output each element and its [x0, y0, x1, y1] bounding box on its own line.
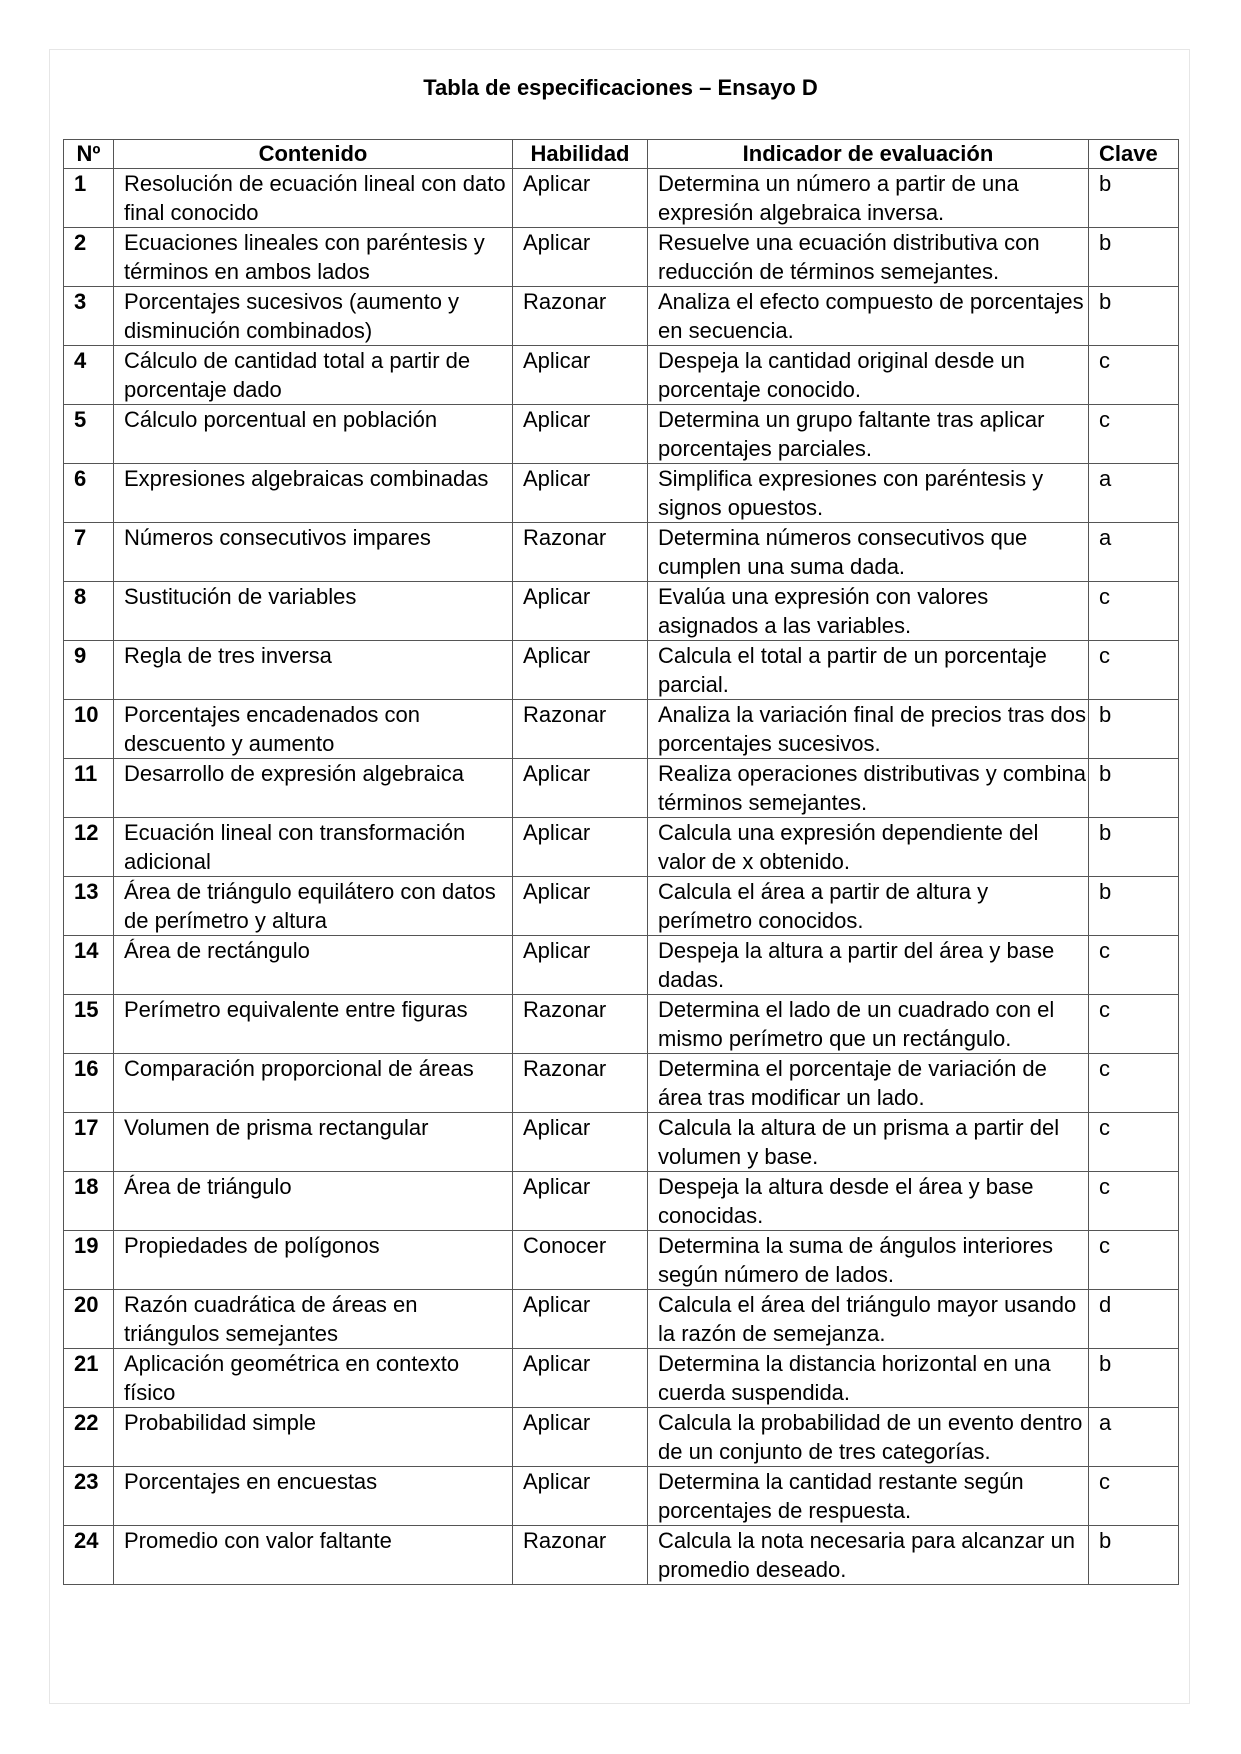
table-row [64, 1467, 1179, 1526]
cell-habilidad: Aplicar [513, 405, 648, 464]
table-row [64, 759, 1179, 818]
cell-indicador: Calcula una expresión dependiente del valor de x obtenido. [648, 818, 1089, 877]
cell-indicador: Realiza operaciones distributivas y combina términos semejantes. [648, 759, 1089, 818]
cell-habilidad: Aplicar [513, 877, 648, 936]
cell-indicador: Determina el lado de un cuadrado con el mismo perímetro que un rectángulo. [648, 995, 1089, 1054]
cell-indicador: Calcula la probabilidad de un evento dentro de un conjunto de tres categorías. [648, 1408, 1089, 1467]
cell-indicador: Determina la distancia horizontal en una cuerda suspendida. [648, 1349, 1089, 1408]
cell-habilidad: Aplicar [513, 759, 648, 818]
table-row [64, 228, 1179, 287]
table-row [64, 346, 1179, 405]
cell-habilidad: Aplicar [513, 641, 648, 700]
cell-num: 13 [64, 877, 114, 936]
cell-num: 4 [64, 346, 114, 405]
table-row [64, 1408, 1179, 1467]
cell-habilidad: Razonar [513, 1526, 648, 1585]
cell-habilidad: Aplicar [513, 346, 648, 405]
cell-habilidad: Razonar [513, 700, 648, 759]
cell-indicador: Determina la cantidad restante según porcentajes de respuesta. [648, 1467, 1089, 1526]
cell-contenido: Área de triángulo [114, 1172, 513, 1231]
cell-num: 5 [64, 405, 114, 464]
cell-contenido: Regla de tres inversa [114, 641, 513, 700]
cell-clave: c [1089, 1054, 1179, 1113]
table-row [64, 1526, 1179, 1585]
cell-habilidad: Aplicar [513, 1349, 648, 1408]
cell-indicador: Determina la suma de ángulos interiores según número de lados. [648, 1231, 1089, 1290]
cell-indicador: Determina un número a partir de una expresión algebraica inversa. [648, 169, 1089, 228]
cell-clave: b [1089, 287, 1179, 346]
table-row [64, 287, 1179, 346]
cell-indicador: Determina un grupo faltante tras aplicar porcentajes parciales. [648, 405, 1089, 464]
table-row [64, 700, 1179, 759]
cell-habilidad: Razonar [513, 287, 648, 346]
table-row [64, 936, 1179, 995]
cell-clave: b [1089, 700, 1179, 759]
cell-clave: b [1089, 877, 1179, 936]
cell-indicador: Evalúa una expresión con valores asignados a las variables. [648, 582, 1089, 641]
cell-num: 20 [64, 1290, 114, 1349]
cell-contenido: Cálculo de cantidad total a partir de porcentaje dado [114, 346, 513, 405]
cell-clave: c [1089, 405, 1179, 464]
table-row [64, 1290, 1179, 1349]
cell-clave: b [1089, 818, 1179, 877]
cell-clave: b [1089, 1349, 1179, 1408]
table-row [64, 464, 1179, 523]
cell-contenido: Resolución de ecuación lineal con dato final conocido [114, 169, 513, 228]
table-row [64, 1054, 1179, 1113]
cell-num: 15 [64, 995, 114, 1054]
table-row [64, 1231, 1179, 1290]
table-row [64, 877, 1179, 936]
cell-habilidad: Aplicar [513, 1113, 648, 1172]
cell-habilidad: Razonar [513, 523, 648, 582]
cell-num: 16 [64, 1054, 114, 1113]
cell-habilidad: Aplicar [513, 818, 648, 877]
cell-clave: c [1089, 346, 1179, 405]
cell-num: 1 [64, 169, 114, 228]
table-row [64, 1172, 1179, 1231]
cell-habilidad: Aplicar [513, 1408, 648, 1467]
cell-clave: c [1089, 582, 1179, 641]
cell-num: 19 [64, 1231, 114, 1290]
cell-indicador: Analiza la variación final de precios tras dos porcentajes sucesivos. [648, 700, 1089, 759]
cell-num: 12 [64, 818, 114, 877]
cell-habilidad: Razonar [513, 995, 648, 1054]
cell-num: 3 [64, 287, 114, 346]
cell-num: 10 [64, 700, 114, 759]
cell-indicador: Calcula el área a partir de altura y perímetro conocidos. [648, 877, 1089, 936]
cell-num: 7 [64, 523, 114, 582]
cell-indicador: Calcula el total a partir de un porcentaje parcial. [648, 641, 1089, 700]
cell-contenido: Ecuación lineal con transformación adicional [114, 818, 513, 877]
cell-indicador: Resuelve una ecuación distributiva con reducción de términos semejantes. [648, 228, 1089, 287]
table-row [64, 523, 1179, 582]
cell-indicador: Determina el porcentaje de variación de área tras modificar un lado. [648, 1054, 1089, 1113]
cell-clave: c [1089, 1172, 1179, 1231]
cell-clave: c [1089, 995, 1179, 1054]
table-row [64, 405, 1179, 464]
cell-clave: b [1089, 759, 1179, 818]
cell-clave: a [1089, 523, 1179, 582]
cell-indicador: Calcula la nota necesaria para alcanzar un promedio deseado. [648, 1526, 1089, 1585]
cell-num: 14 [64, 936, 114, 995]
cell-contenido: Porcentajes en encuestas [114, 1467, 513, 1526]
specifications-table [63, 139, 1179, 1585]
cell-indicador: Determina números consecutivos que cumplen una suma dada. [648, 523, 1089, 582]
cell-habilidad: Razonar [513, 1054, 648, 1113]
cell-clave: c [1089, 1467, 1179, 1526]
table-row [64, 1349, 1179, 1408]
cell-indicador: Despeja la altura desde el área y base conocidas. [648, 1172, 1089, 1231]
cell-num: 6 [64, 464, 114, 523]
cell-contenido: Área de triángulo equilátero con datos de perímetro y altura [114, 877, 513, 936]
cell-contenido: Probabilidad simple [114, 1408, 513, 1467]
cell-contenido: Perímetro equivalente entre figuras [114, 995, 513, 1054]
cell-num: 21 [64, 1349, 114, 1408]
header-habilidad: Habilidad [513, 140, 648, 169]
cell-clave: b [1089, 169, 1179, 228]
cell-contenido: Porcentajes sucesivos (aumento y disminución combinados) [114, 287, 513, 346]
cell-contenido: Desarrollo de expresión algebraica [114, 759, 513, 818]
cell-clave: b [1089, 228, 1179, 287]
cell-indicador: Analiza el efecto compuesto de porcentajes en secuencia. [648, 287, 1089, 346]
cell-contenido: Propiedades de polígonos [114, 1231, 513, 1290]
cell-num: 24 [64, 1526, 114, 1585]
cell-contenido: Ecuaciones lineales con paréntesis y términos en ambos lados [114, 228, 513, 287]
table-row [64, 1113, 1179, 1172]
cell-indicador: Despeja la cantidad original desde un porcentaje conocido. [648, 346, 1089, 405]
table-row [64, 582, 1179, 641]
page-title: Tabla de especificaciones – Ensayo D [423, 75, 818, 100]
table-row [64, 995, 1179, 1054]
cell-num: 9 [64, 641, 114, 700]
cell-clave: a [1089, 1408, 1179, 1467]
cell-habilidad: Aplicar [513, 464, 648, 523]
table-row [64, 818, 1179, 877]
cell-indicador: Simplifica expresiones con paréntesis y signos opuestos. [648, 464, 1089, 523]
cell-num: 8 [64, 582, 114, 641]
cell-clave: c [1089, 1113, 1179, 1172]
cell-clave: c [1089, 936, 1179, 995]
header-clave: Clave [1089, 140, 1179, 169]
table-header-row [64, 140, 1179, 169]
cell-contenido: Área de rectángulo [114, 936, 513, 995]
cell-contenido: Promedio con valor faltante [114, 1526, 513, 1585]
cell-contenido: Porcentajes encadenados con descuento y aumento [114, 700, 513, 759]
header-num: Nº [64, 140, 114, 169]
cell-indicador: Despeja la altura a partir del área y base dadas. [648, 936, 1089, 995]
cell-habilidad: Aplicar [513, 169, 648, 228]
table-row [64, 169, 1179, 228]
cell-contenido: Aplicación geométrica en contexto físico [114, 1349, 513, 1408]
cell-num: 2 [64, 228, 114, 287]
table-row [64, 641, 1179, 700]
cell-clave: b [1089, 1526, 1179, 1585]
cell-contenido: Sustitución de variables [114, 582, 513, 641]
cell-habilidad: Aplicar [513, 228, 648, 287]
cell-habilidad: Aplicar [513, 1172, 648, 1231]
cell-contenido: Razón cuadrática de áreas en triángulos semejantes [114, 1290, 513, 1349]
cell-indicador: Calcula el área del triángulo mayor usando la razón de semejanza. [648, 1290, 1089, 1349]
cell-clave: d [1089, 1290, 1179, 1349]
cell-clave: c [1089, 1231, 1179, 1290]
cell-contenido: Expresiones algebraicas combinadas [114, 464, 513, 523]
cell-num: 23 [64, 1467, 114, 1526]
cell-clave: c [1089, 641, 1179, 700]
cell-num: 17 [64, 1113, 114, 1172]
cell-habilidad: Conocer [513, 1231, 648, 1290]
cell-contenido: Números consecutivos impares [114, 523, 513, 582]
cell-contenido: Cálculo porcentual en población [114, 405, 513, 464]
cell-num: 11 [64, 759, 114, 818]
header-indicador: Indicador de evaluación [648, 140, 1089, 169]
header-contenido: Contenido [114, 140, 513, 169]
table-body [64, 169, 1179, 1585]
cell-clave: a [1089, 464, 1179, 523]
cell-num: 22 [64, 1408, 114, 1467]
cell-indicador: Calcula la altura de un prisma a partir del volumen y base. [648, 1113, 1089, 1172]
cell-habilidad: Aplicar [513, 1290, 648, 1349]
cell-habilidad: Aplicar [513, 936, 648, 995]
cell-num: 18 [64, 1172, 114, 1231]
cell-habilidad: Aplicar [513, 1467, 648, 1526]
cell-contenido: Volumen de prisma rectangular [114, 1113, 513, 1172]
cell-contenido: Comparación proporcional de áreas [114, 1054, 513, 1113]
cell-habilidad: Aplicar [513, 582, 648, 641]
